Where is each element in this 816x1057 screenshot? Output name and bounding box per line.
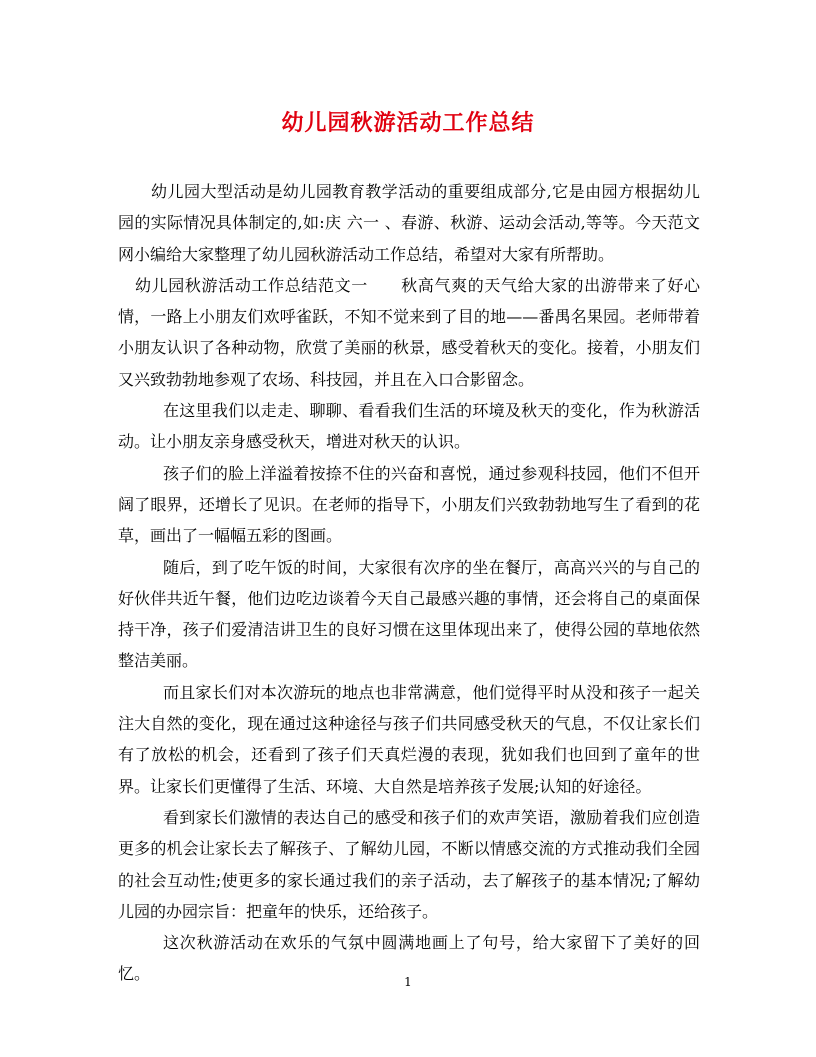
paragraph-lunch: 随后，到了吃午饭的时间，大家很有次序的坐在餐厅，高高兴兴的与自己的好伙伴共近午餐，他们边吃边谈着今天自己最感兴趣的事情，还会将自己的桌面保持干净，孩子们爱清洁讲卫生的良好习惯在这里体现出来了，使得公园的草地依然整洁美丽。 — [118, 557, 700, 671]
paragraph-conclusion: 这次秋游活动在欢乐的气氛中圆满地画上了句号，给大家留下了美好的回忆。 — [118, 933, 700, 984]
paragraph-observe: 在这里我们以走走、聊聊、看看我们生活的环境及秋天的变化，作为秋游活动。让小朋友亲身感受秋天，增进对秋天的认识。 — [118, 401, 700, 452]
page-number: 1 — [404, 975, 412, 989]
paragraph-intro: 幼儿园大型活动是幼儿园教育教学活动的重要组成部分,它是由园方根据幼儿园的实际情况具体制定的,如:庆 六一 、春游、秋游、运动会活动,等等。今天范文网小编给大家整理了幼儿园秋游活动工作总结，希望对大家有所帮助。 — [118, 182, 700, 264]
paragraph-encourage: 看到家长们激情的表达自己的感受和孩子们的欢声笑语，激励着我们应创造更多的机会让家长去了解孩子、了解幼儿园，不断以情感交流的方式推动我们全园的社会互动性;使更多的家长通过我们的亲子活动，去了解孩子的基本情况;了解幼儿园的办园宗旨：把童年的快乐，还给孩子。 — [118, 807, 700, 921]
paragraph-science-park: 孩子们的脸上洋溢着按捺不住的兴奋和喜悦，通过参观科技园，他们不但开阔了眼界，还增长了见识。在老师的指导下，小朋友们兴致勃勃地写生了看到的花草，画出了一幅幅五彩的图画。 — [118, 463, 700, 546]
paragraph-sample-one: 幼儿园秋游活动工作总结范文一 秋高气爽的天气给大家的出游带来了好心情，一路上小朋友们欢呼雀跃，不知不觉来到了目的地——番禺名果园。老师带着小朋友认识了各种动物，欣赏了美丽的秋景，感受着秋天的变化。接着，小朋友们又兴致勃勃地参观了农场、科技园，并且在入口合影留念。 — [118, 275, 700, 389]
paragraph-parents: 而且家长们对本次游玩的地点也非常满意，他们觉得平时从没和孩子一起关注大自然的变化，现在通过这种途径与孩子们共同感受秋天的气息，不仅让家长们有了放松的机会，还看到了孩子们天真烂漫的表现，犹如我们也回到了童年的世界。让家长们更懂得了生活、环境、大自然是培养孩子发展;认知的好途径。 — [118, 682, 700, 796]
document-body — [118, 176, 700, 990]
document-title: 幼儿园秋游活动工作总结 — [281, 110, 535, 136]
